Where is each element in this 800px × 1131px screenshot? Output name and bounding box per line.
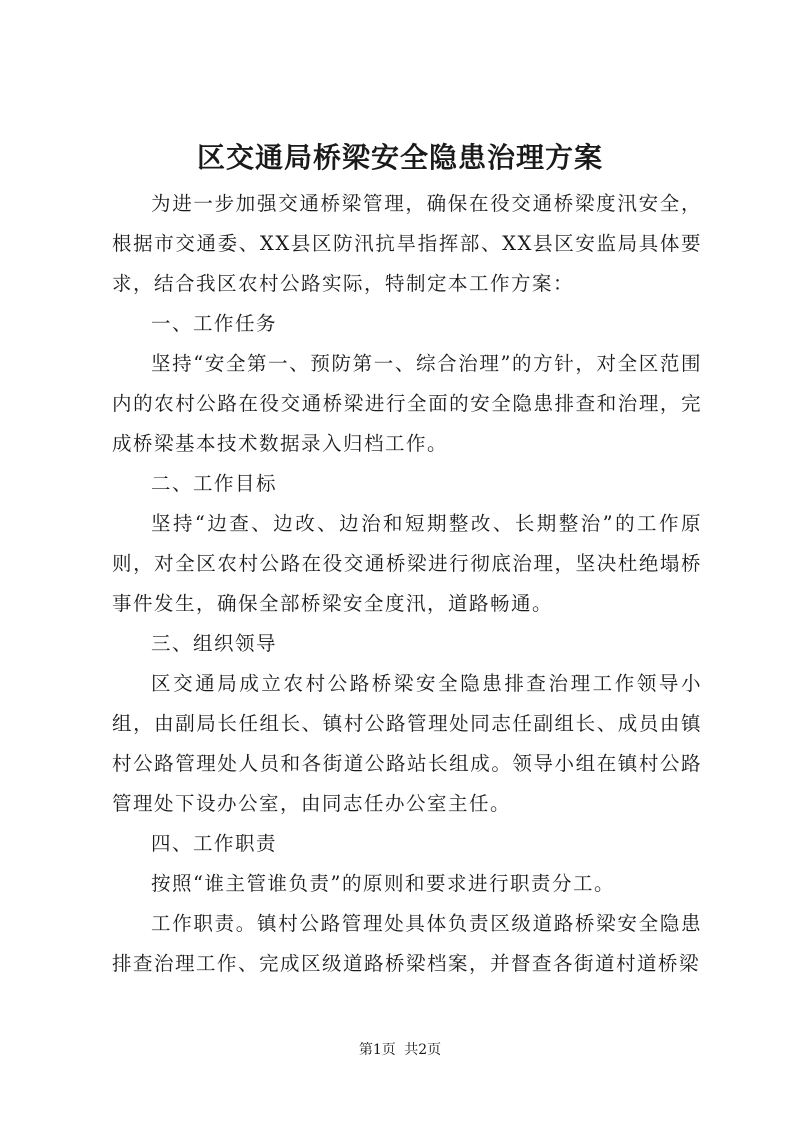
duties-principle-paragraph: 按照“谁主管谁负责”的原则和要求进行职责分工。 <box>151 872 615 895</box>
intro-paragraph: 为进一步加强交通桥梁管理，确保在役交通桥梁度汛安全，根据市交通委、XX县区防汛抗旱指挥部、XX县区安监局具体要求，结合我区农村公路实际，特制定本工作方案： <box>112 192 702 295</box>
page-number: 第1页 <box>358 1042 396 1058</box>
section-heading-duties: 四、工作职责 <box>151 832 278 855</box>
goals-paragraph: 坚持“边查、边改、边治和短期整改、长期整治”的工作原则，对全区农村公路在役交通桥梁进行彻底治理，坚决杜绝塌桥事件发生，确保全部桥梁安全度汛，道路畅通。 <box>112 512 702 615</box>
duties-detail-paragraph: 工作职责。镇村公路管理处具体负责区级道路桥梁安全隐患排查治理工作、完成区级道路桥梁档案，并督查各街道村道桥梁 <box>112 912 702 975</box>
page-footer <box>0 1040 800 1060</box>
section-heading-organization: 三、组织领导 <box>151 632 278 655</box>
section-heading-goals: 二、工作目标 <box>151 472 278 495</box>
section-heading-tasks: 一、工作任务 <box>151 312 278 335</box>
page-total: 共2页 <box>404 1042 442 1058</box>
organization-paragraph: 区交通局成立农村公路桥梁安全隐患排查治理工作领导小组，由副局长任组长、镇村公路管理处同志任副组长、成员由镇村公路管理处人员和各街道公路站长组成。领导小组在镇村公路管理处下设办公室，由同志任办公室主任。 <box>112 672 702 815</box>
document-body <box>112 184 702 984</box>
tasks-paragraph: 坚持“安全第一、预防第一、综合治理”的方针，对全区范围内的农村公路在役交通桥梁进行全面的安全隐患排查和治理，完成桥梁基本技术数据录入归档工作。 <box>112 352 702 455</box>
document-title: 区交通局桥梁安全隐患治理方案 <box>196 141 603 174</box>
